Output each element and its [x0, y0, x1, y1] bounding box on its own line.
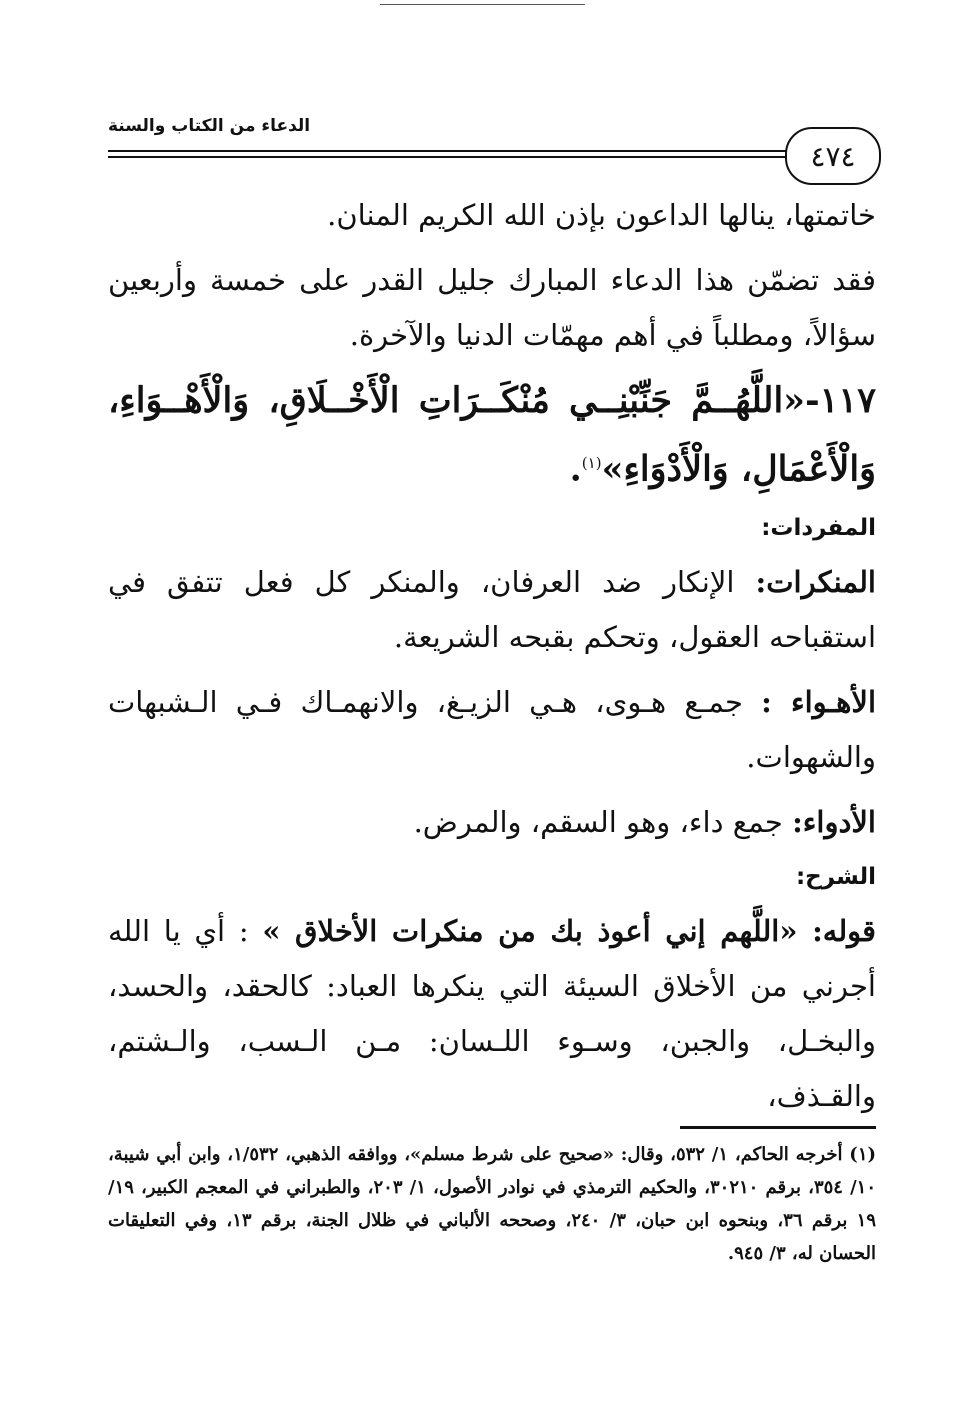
running-title: الدعاء من الكتاب والسنة — [108, 116, 311, 136]
vocab-entry — [108, 675, 876, 785]
commentary-quote: «اللَّهم إني أعوذ بك من منكرات الأخلاق » — [262, 913, 798, 948]
vocab-term: المنكرات: — [755, 564, 876, 599]
vocab-entry — [108, 795, 876, 850]
footnote-ref[interactable]: (١) — [581, 454, 602, 472]
section-heading-vocab: المفردات: — [761, 514, 876, 541]
main-text — [108, 188, 876, 1124]
section-heading-sharh: الشرح: — [795, 863, 876, 890]
commentary-text: : أي يا الله أجرني من الأخلاق السيئة التي ينكرها العباد: كالحقد، والحسد، والبخـل، والجبن، وسـوء اللـسان: مـن الـسب، والـشتم، والقـذف، — [108, 913, 876, 1113]
commentary-paragraph — [108, 904, 876, 1124]
paragraph: خاتمتها، ينالها الداعون بإذن الله الكريم المنان. — [327, 198, 876, 232]
footnote: (١) أخرجه الحاكم، ١/ ٥٣٢، وقال: «صحيح على شرط مسلم»، ووافقه الذهبي، ١/٥٣٢، وابن أبي شيبة، ١٠/ ٣٥٤، برقم ٣٠٢١٠، والحكيم الترمذي في نوادر الأصول، ١/ ٢٠٣، والطبراني في المعجم الكبير، ١٩/ ١٩ برقم ٣٦، وبنحوه ابن حبان، ٣/ ٢٤٠، وصححه الألباني في ظلال الجنة، برقم ١٣، وفي التعليقات الحسان له، ٣/ ٩٤٥. — [108, 1144, 877, 1264]
header-rule — [108, 156, 788, 158]
commentary-intro: قوله: — [797, 913, 877, 948]
paragraph: فقد تضمّن هذا الدعاء المبارك جليل القدر على خمسة وأربعين سؤالاً، ومطلباً في أهم مهمّات الدنيا والآخرة. — [108, 263, 876, 352]
footnote-rule — [680, 1126, 876, 1129]
vocab-definition: جمع داء، وهو السقم، والمرض. — [413, 804, 793, 839]
page-header — [0, 0, 979, 190]
page-number: ٤٧٤ — [785, 127, 881, 185]
vocab-definition: الإنكار ضد العرفان، والمنكر كل فعل تتفق في استقباحه العقول، وتحكم بقبحه الشريعة. — [108, 564, 876, 654]
vocab-definition: جمـع هـوى، هـي الزيـغ، والانهمـاك فـي الـشبهات والشهوات. — [108, 684, 876, 774]
hadith-text: «اللَّهُــمَّ جَنِّبْنِــي مُنْكَــرَاتِ الْأَخْــلَاقِ، وَالْأَهْــوَاءِ، وَالْأَعْمَالِ، وَالْأَدْوَاءِ» — [108, 380, 876, 490]
vocab-entry — [108, 555, 876, 665]
punctuation: . — [569, 448, 582, 490]
vocab-term: الأدواء: — [792, 804, 876, 839]
hadith-number: ١١٧- — [805, 380, 876, 421]
hadith — [108, 369, 876, 501]
header-rule — [108, 150, 788, 152]
vocab-term: الأهـواء : — [761, 684, 876, 719]
